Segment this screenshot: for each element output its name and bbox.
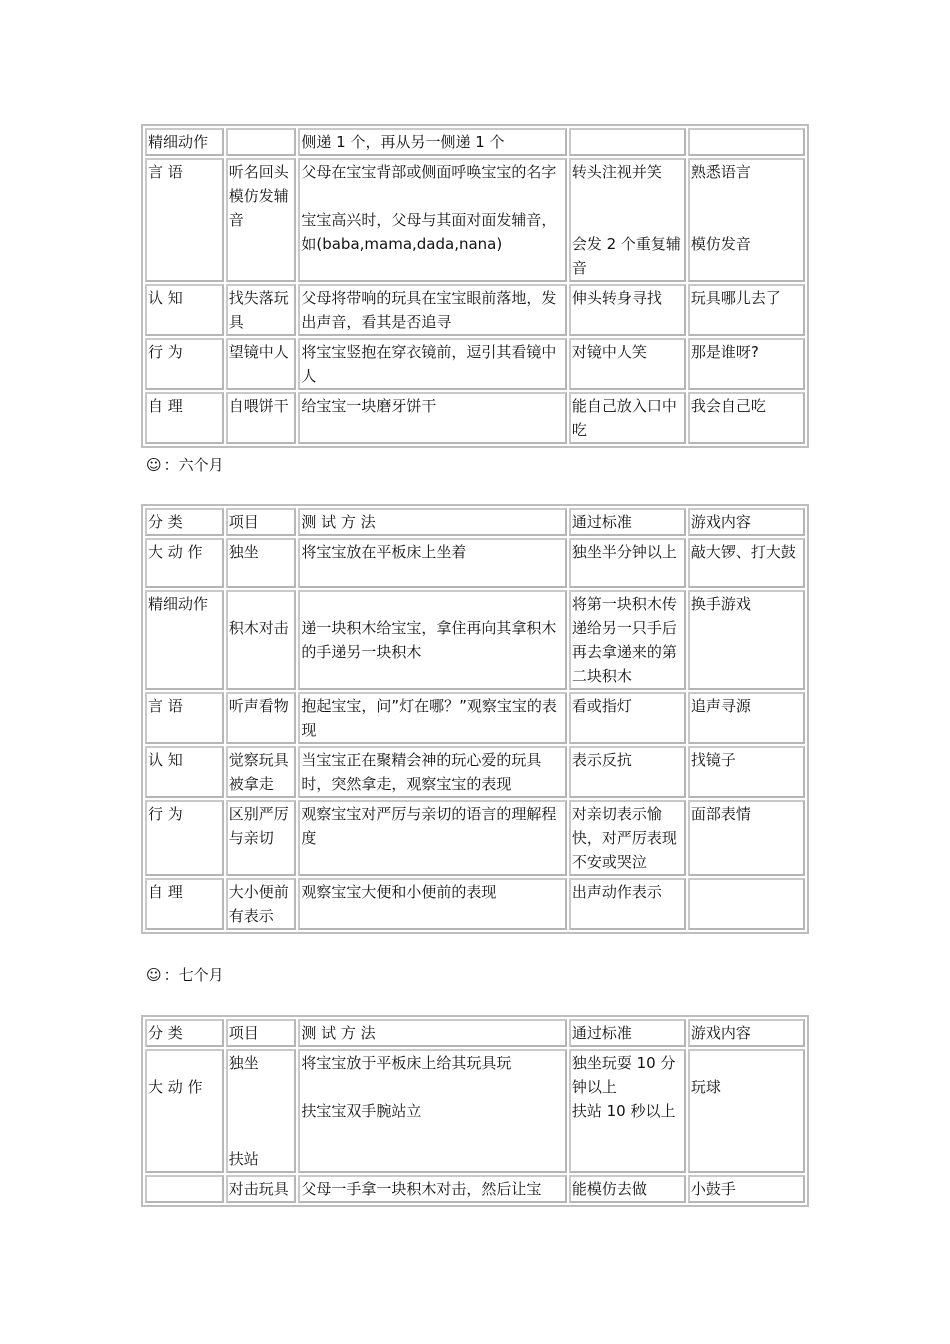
standard-cell: 能自己放入口中吃 bbox=[569, 392, 686, 444]
method-cell: 侧递 1 个，再从另一侧递 1 个 bbox=[298, 128, 566, 156]
game-cell: 追声寻源 bbox=[688, 692, 805, 744]
game-cell: 玩具哪儿去了 bbox=[688, 284, 805, 336]
table-row bbox=[145, 338, 805, 390]
game-cell: 小鼓手 bbox=[688, 1175, 805, 1203]
method-cell: 抱起宝宝，问”灯在哪？”观察宝宝的表现 bbox=[298, 692, 566, 744]
game-cell: 换手游戏 bbox=[688, 590, 805, 690]
game-cell bbox=[688, 128, 805, 156]
column-header: 游戏内容 bbox=[688, 1019, 805, 1047]
section-title-six-months bbox=[146, 455, 224, 475]
column-header: 分 类 bbox=[145, 1019, 224, 1047]
table-row bbox=[145, 692, 805, 744]
table-row bbox=[145, 392, 805, 444]
table-row bbox=[145, 128, 805, 156]
column-header: 通过标准 bbox=[569, 1019, 686, 1047]
method-cell: 将宝宝放在平板床上坐着 bbox=[298, 538, 566, 588]
standard-cell: 将第一块积木传递给另一只手后再去拿递来的第二块积木 bbox=[569, 590, 686, 690]
section-title-text: ：七个月 bbox=[163, 966, 224, 984]
table-row bbox=[145, 590, 805, 690]
method-cell: 递一块积木给宝宝，拿住再向其拿积木的手递另一块积木 bbox=[298, 590, 566, 690]
method-cell: 当宝宝正在聚精会神的玩心爱的玩具时，突然拿走，观察宝宝的表现 bbox=[298, 746, 566, 798]
method-cell: 父母在宝宝背部或侧面呼唤宝宝的名字 宝宝高兴时，父母与其面对面发辅音，如(baba,mama,dada,nana) bbox=[298, 158, 566, 282]
column-header: 项目 bbox=[226, 508, 297, 536]
section-title-text: ：六个月 bbox=[163, 456, 224, 474]
game-cell: 玩球 bbox=[688, 1049, 805, 1173]
standard-cell: 转头注视并笑 会发 2 个重复辅音 bbox=[569, 158, 686, 282]
standard-cell: 独坐半分钟以上 bbox=[569, 538, 686, 588]
five-month-table-continued bbox=[141, 124, 809, 448]
table-row bbox=[145, 284, 805, 336]
item-cell: 找失落玩具 bbox=[226, 284, 297, 336]
item-cell: 听名回头 模仿发辅 音 bbox=[226, 158, 297, 282]
category-cell: 自 理 bbox=[145, 878, 224, 930]
item-cell bbox=[226, 128, 297, 156]
method-cell: 将宝宝竖抱在穿衣镜前，逗引其看镜中人 bbox=[298, 338, 566, 390]
standard-cell bbox=[569, 128, 686, 156]
item-cell: 独坐 扶站 bbox=[226, 1049, 297, 1173]
six-month-table bbox=[141, 504, 809, 934]
smiley-icon: ☺ bbox=[146, 456, 162, 474]
table-row bbox=[145, 158, 805, 282]
item-cell: 独坐 bbox=[226, 538, 297, 588]
item-cell: 听声看物 bbox=[226, 692, 297, 744]
table-row bbox=[145, 878, 805, 930]
category-cell: 认 知 bbox=[145, 746, 224, 798]
item-cell: 望镜中人 bbox=[226, 338, 297, 390]
standard-cell: 对镜中人笑 bbox=[569, 338, 686, 390]
game-cell bbox=[688, 878, 805, 930]
category-cell: 精细动作 bbox=[145, 128, 224, 156]
standard-cell: 能模仿去做 bbox=[569, 1175, 686, 1203]
category-cell: 精细动作 bbox=[145, 590, 224, 690]
standard-cell: 表示反抗 bbox=[569, 746, 686, 798]
table-row bbox=[145, 746, 805, 798]
column-header: 测 试 方 法 bbox=[298, 1019, 566, 1047]
method-cell: 父母一手拿一块积木对击，然后让宝 bbox=[298, 1175, 566, 1203]
game-cell: 我会自己吃 bbox=[688, 392, 805, 444]
item-cell: 大小便前有表示 bbox=[226, 878, 297, 930]
standard-cell: 独坐玩耍 10 分钟以上 扶站 10 秒以上 bbox=[569, 1049, 686, 1173]
category-cell: 自 理 bbox=[145, 392, 224, 444]
category-cell: 行 为 bbox=[145, 338, 224, 390]
game-cell: 面部表情 bbox=[688, 800, 805, 876]
seven-month-table bbox=[141, 1015, 809, 1207]
method-cell: 将宝宝放于平板床上给其玩具玩 扶宝宝双手腕站立 bbox=[298, 1049, 566, 1173]
table-header-row bbox=[145, 508, 805, 536]
game-cell: 敲大锣、打大鼓 bbox=[688, 538, 805, 588]
column-header: 通过标准 bbox=[569, 508, 686, 536]
category-cell: 大 动 作 bbox=[145, 1049, 224, 1173]
column-header: 分 类 bbox=[145, 508, 224, 536]
method-cell: 观察宝宝大便和小便前的表现 bbox=[298, 878, 566, 930]
item-cell: 积木对击 bbox=[226, 590, 297, 690]
item-cell: 自喂饼干 bbox=[226, 392, 297, 444]
smiley-icon: ☺ bbox=[146, 966, 162, 984]
game-cell: 找镜子 bbox=[688, 746, 805, 798]
section-title-seven-months bbox=[146, 965, 224, 985]
game-cell: 那是谁呀? bbox=[688, 338, 805, 390]
standard-cell: 对亲切表示愉快，对严厉表现不安或哭泣 bbox=[569, 800, 686, 876]
game-cell: 熟悉语言 模仿发音 bbox=[688, 158, 805, 282]
table-row bbox=[145, 538, 805, 588]
item-cell: 对击玩具 bbox=[226, 1175, 297, 1203]
column-header: 测 试 方 法 bbox=[298, 508, 566, 536]
category-cell: 言 语 bbox=[145, 158, 224, 282]
method-cell: 给宝宝一块磨牙饼干 bbox=[298, 392, 566, 444]
item-cell: 觉察玩具被拿走 bbox=[226, 746, 297, 798]
table-row bbox=[145, 1049, 805, 1173]
method-cell: 观察宝宝对严厉与亲切的语言的理解程度 bbox=[298, 800, 566, 876]
standard-cell: 出声动作表示 bbox=[569, 878, 686, 930]
standard-cell: 伸头转身寻找 bbox=[569, 284, 686, 336]
table-row bbox=[145, 800, 805, 876]
category-cell: 大 动 作 bbox=[145, 538, 224, 588]
method-cell: 父母将带响的玩具在宝宝眼前落地，发出声音，看其是否追寻 bbox=[298, 284, 566, 336]
category-cell: 言 语 bbox=[145, 692, 224, 744]
category-cell: 认 知 bbox=[145, 284, 224, 336]
column-header: 项目 bbox=[226, 1019, 297, 1047]
item-cell: 区别严厉与亲切 bbox=[226, 800, 297, 876]
category-cell bbox=[145, 1175, 224, 1203]
table-row bbox=[145, 1175, 805, 1203]
table-header-row bbox=[145, 1019, 805, 1047]
column-header: 游戏内容 bbox=[688, 508, 805, 536]
category-cell: 行 为 bbox=[145, 800, 224, 876]
standard-cell: 看或指灯 bbox=[569, 692, 686, 744]
